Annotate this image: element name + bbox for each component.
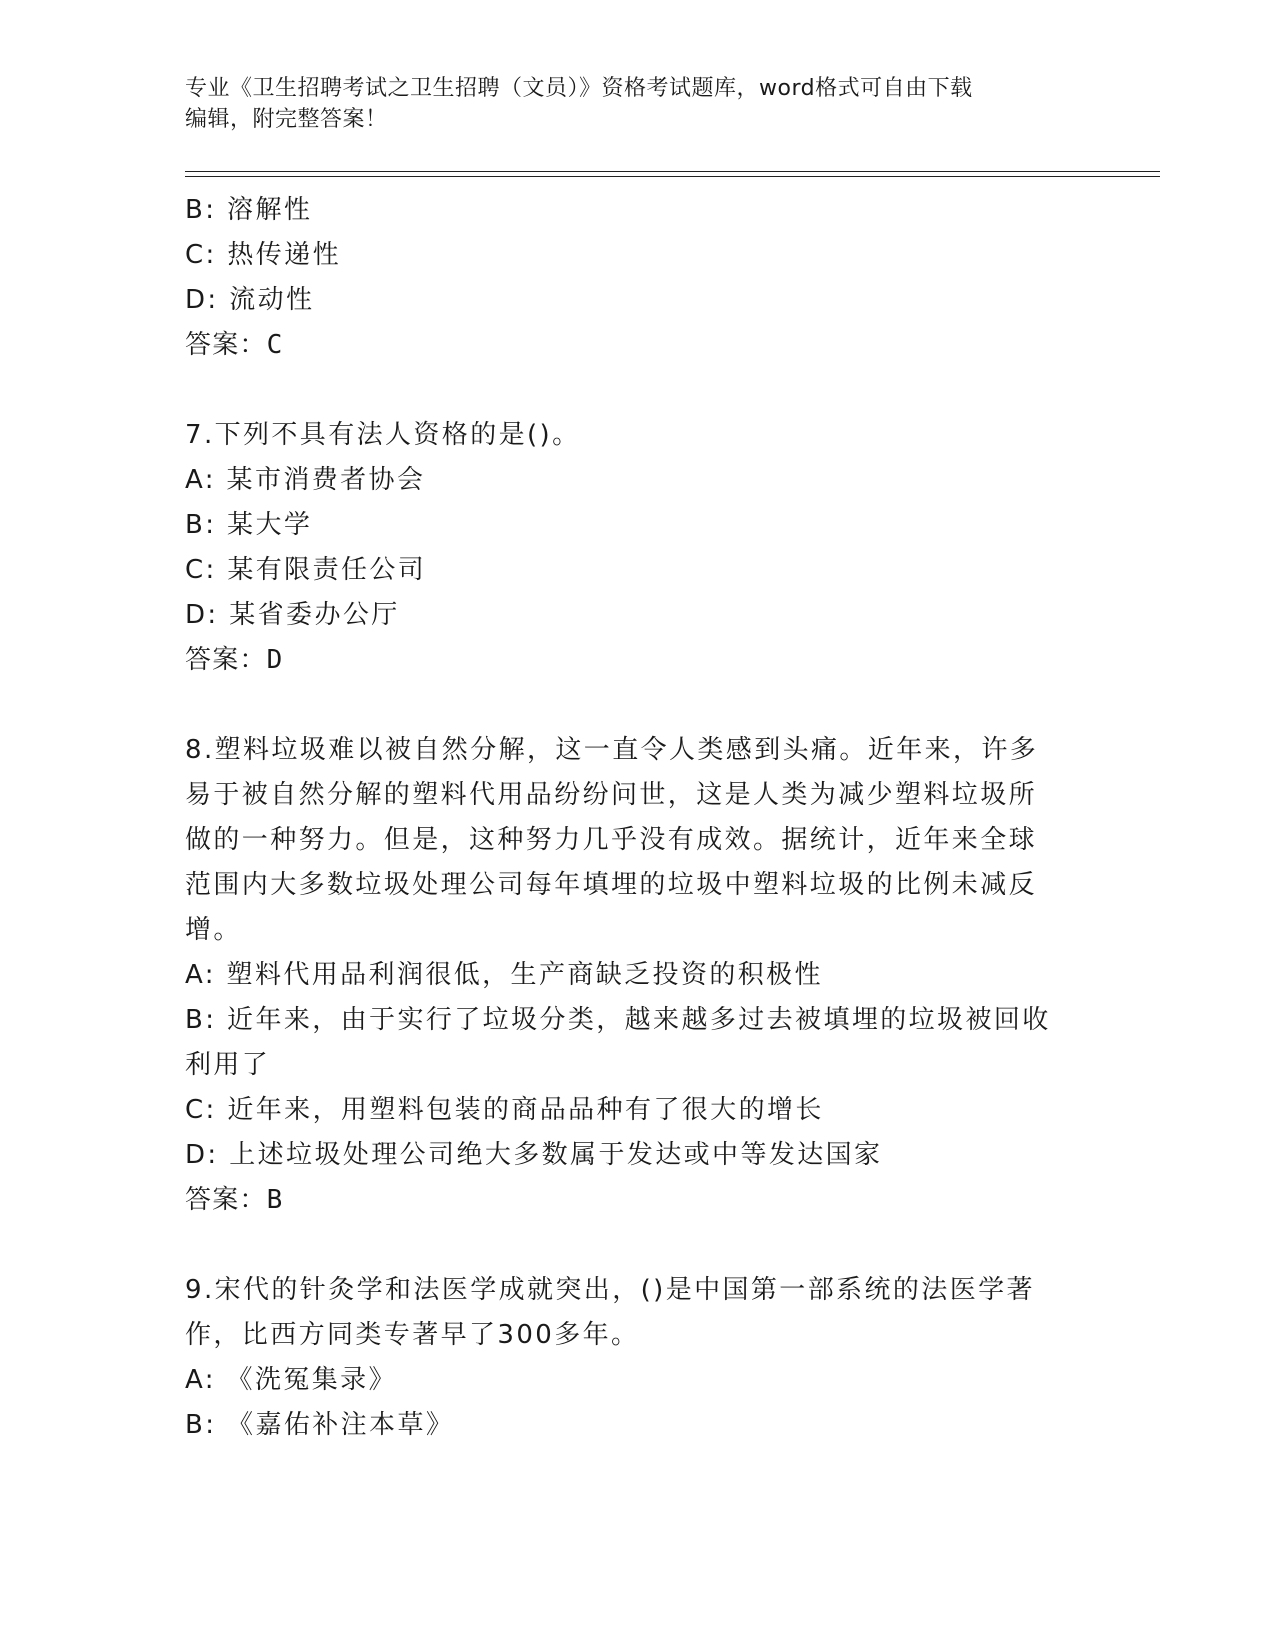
q9-option-b: B: 《嘉佑补注本草》 xyxy=(185,1410,455,1440)
q8-option-d: D: 上述垃圾处理公司绝大多数属于发达或中等发达国家 xyxy=(185,1140,883,1170)
q8-stem-line-5: 增。 xyxy=(185,915,242,945)
header-divider-bottom xyxy=(185,176,1160,177)
answer-label: 答案： xyxy=(185,330,267,360)
q8-answer xyxy=(185,1183,283,1217)
q8-option-c: C: 近年来，用塑料包装的商品品种有了很大的增长 xyxy=(185,1095,824,1125)
answer-value: B xyxy=(266,1185,284,1215)
q9-stem-line-2: 作，比西方同类专著早了300多年。 xyxy=(185,1320,640,1350)
q7-option-a: A: 某市消费者协会 xyxy=(185,465,426,495)
q8-stem-line-1: 8.塑料垃圾难以被自然分解，这一直令人类感到头痛。近年来，许多 xyxy=(185,735,1039,765)
q8-option-b-line-2: 利用了 xyxy=(185,1050,271,1080)
q7-stem: 7.下列不具有法人资格的是()。 xyxy=(185,420,581,450)
q7-option-c: C: 某有限责任公司 xyxy=(185,555,427,585)
q8-option-b-line-1: B: 近年来，由于实行了垃圾分类，越来越多过去被填埋的垃圾被回收 xyxy=(185,1005,1051,1035)
q6-option-d: D: 流动性 xyxy=(185,285,315,315)
q9-stem-line-1: 9.宋代的针灸学和法医学成就突出，()是中国第一部系统的法医学著 xyxy=(185,1275,1035,1305)
answer-value: D xyxy=(266,645,284,675)
q8-stem-line-2: 易于被自然分解的塑料代用品纷纷问世，这是人类为减少塑料垃圾所 xyxy=(185,780,1038,810)
q9-option-a: A: 《洗冤集录》 xyxy=(185,1365,397,1395)
answer-value: C xyxy=(266,330,284,360)
answer-label: 答案： xyxy=(185,645,267,675)
q8-stem-line-3: 做的一种努力。但是，这种努力几乎没有成效。据统计，近年来全球 xyxy=(185,825,1038,855)
q6-option-c: C: 热传递性 xyxy=(185,240,341,270)
q6-answer xyxy=(185,328,283,362)
q8-option-a: A: 塑料代用品利润很低，生产商缺乏投资的积极性 xyxy=(185,960,823,990)
header-line-2: 编辑，附完整答案！ xyxy=(185,107,388,132)
header-divider-top xyxy=(185,171,1160,172)
header-line-1: 专业《卫生招聘考试之卫生招聘（文员）》资格考试题库，word格式可自由下载 xyxy=(185,76,973,101)
q7-option-b: B: 某大学 xyxy=(185,510,313,540)
q7-answer xyxy=(185,643,283,677)
answer-label: 答案： xyxy=(185,1185,267,1215)
q8-stem-line-4: 范围内大多数垃圾处理公司每年填埋的垃圾中塑料垃圾的比例未减反 xyxy=(185,870,1038,900)
q6-option-b: B: 溶解性 xyxy=(185,195,313,225)
q7-option-d: D: 某省委办公厅 xyxy=(185,600,400,630)
document-header xyxy=(185,73,1085,135)
